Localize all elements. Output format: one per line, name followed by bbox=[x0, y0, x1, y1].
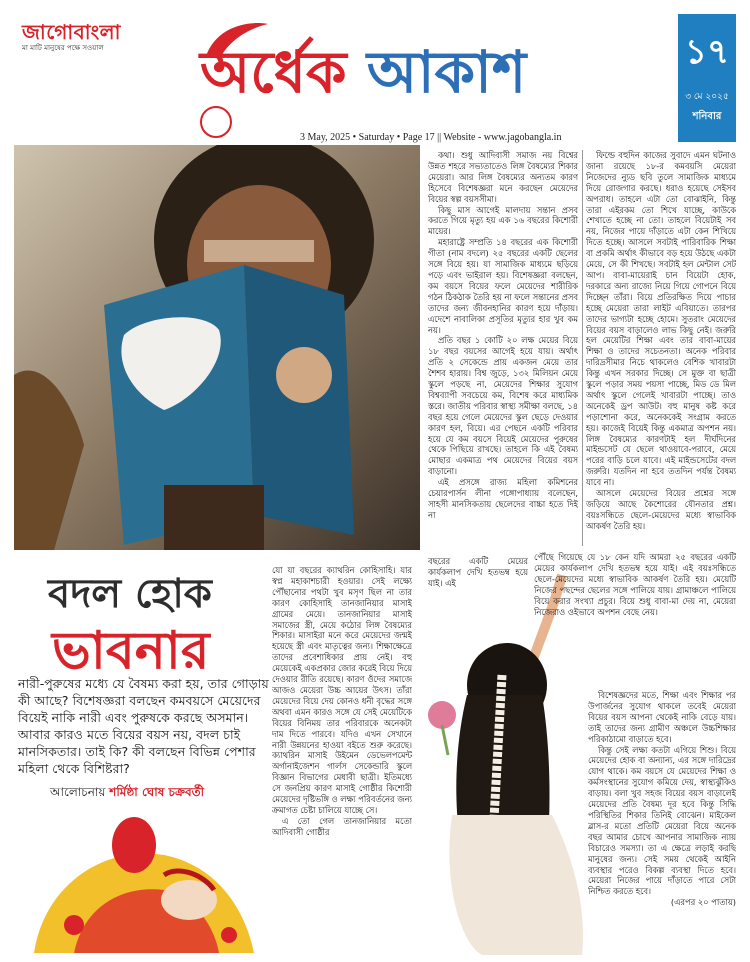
paragraph: কিন্তু সেই লক্ষ্য কতটা এগিয়ে শিশু। বিয়ে মেয়েদের হোক বা অন্যান্য, এর সঙ্গে দারিদ্রের যোগ থাকে। কম বয়সে যে মেয়েদের শিক্ষা ও কর্মসংস্থানের সুযোগ কমিয়ে দেয়, স্বাস্থ্যঝুঁকিও বাড়ায়। বলা খুব সহজ বিয়ের বয়স বাড়ালেই মেয়েদের প্রতি বৈষম্য দূর হবে কিন্তু সিদ্ধি পরিস্থিতির শিকার তিনিই বোঝেন। মাইকেল ব্লাস-র মতো প্রতিটি মেয়েরা বিয়ে অনেক বছর আমার চোখে আপনার সামাজিক ন্যায় বিচারেও সমস্যা। তা এ ক্ষেত্রে লড়াই করছি মানুষের জন্য। সেই সময় থেকেই আইনি ব্যবস্থার পরেও বিকল্প ব্যবস্থা দিতে হবে। মেয়েরা নিজের পায়ে দাঁড়াতে পারে সেটা নিশ্চিত করতে হবে। bbox=[588, 744, 736, 897]
section-title-part1: অর্ধেক bbox=[200, 38, 347, 106]
author-byline bbox=[50, 784, 204, 804]
bride-henna-illustration bbox=[14, 805, 269, 953]
article-column-b bbox=[586, 150, 736, 546]
standfirst: নারী-পুরুষের মধ্যে যে বৈষম্য করা হয়, তার গোড়ায় কী আছে? বিশেষজ্ঞরা বলছেন কমবয়সে মেয়েদের বিয়েই নাকি নারী এবং পুরুষকে করছে অসমান। আবার কারও মতে বিয়ের বয়স নয়, বদল চাই মানসিকতার। তাই কি? কী বলছেন বিভিন্ন পেশার মহিলা থেকে বিশিষ্টরা? bbox=[18, 676, 269, 776]
brand-logo: জাগোবাংলা bbox=[22, 20, 121, 44]
page-number: ১৭ bbox=[684, 32, 730, 72]
article-column-a bbox=[428, 150, 578, 546]
article-column-c bbox=[272, 565, 412, 952]
article-column-d bbox=[588, 690, 736, 952]
article-column-d-top: পৌঁছে গিয়েছে যে ১৮ কেন যদি আমরা ২৫ বছরের একটি মেয়ের কার্যকলাপ দেখি হতভম্ব হয়ে যাই। এই বয়ঃসন্ধিতে ছেলে-মেয়েদের মধ্যে স্বাভাবিক আকর্ষণ তৈরি হয়। মেয়েটি নিজের পছন্দের ছেলের সঙ্গে পালিয়ে যায়। গ্রামাঞ্চলে পালিয়ে বিয়ে করার সংখ্যা প্রচুর। বিয়ে শুধু বাবা-মা দেয় না, মেয়েরা নিজেরাও ওইভাবে অপশন বেছে নেয়। bbox=[534, 552, 736, 617]
headline-line2: ভাবনার bbox=[52, 620, 210, 681]
paragraph: এ তো গেল তানজানিয়ার মতো আদিবাসী গোষ্ঠীর bbox=[272, 815, 412, 837]
dateline: 3 May, 2025 • Saturday • Page 17 || Website - www.jagobangla.in bbox=[300, 132, 562, 143]
woman-reading-book-photo bbox=[14, 145, 420, 550]
horn-ornament-icon bbox=[196, 18, 276, 58]
author-name: শর্মিষ্ঠা ঘোষ চক্রবর্তী bbox=[109, 785, 205, 799]
paragraph: ফিল্ডে বহুদিন কাজের সুবাদে এমন ঘটনাও জানা রয়েছে ১৮-র কমবয়সি মেয়েরা নিজেদের ন্যুড ছবি তুলে সামাজিক মাধ্যমে দিয়ে রোজগার করছে। ধরাও হয়েছে সেইসব অপরাধ। তাহলে এটা তো বোঝাইনি, কিন্তু তারা এইরকম তো শিখে যাচ্ছে, কাউকে শেখাতে হচ্ছে না তো। তাহলে বিয়েটাই সব নয়, নিজের পায়ে দাঁড়াতে এটা কেন শিখিয়ে দিতে হচ্ছে। আসলে সবটাই পারিবারিক শিক্ষা বা প্রকমি অর্থাৎ কীভাবে বড় হয়ে উঠছে একটা মেয়ে, সে কী শিখছে। সবটাই হল মেন্টাল সেট আপ। বাবা-মায়েরাই চান বিয়েটা হোক, দরকারে অন্য রাজ্যে নিয়ে গিয়ে গোপনে বিয়ে দিচ্ছেন তাঁরা। বিয়ে প্রতিরক্ষিত দিয়ে পাচার হচ্ছে মেয়েরা তারা লাইট এবিয়াতে। তারপর তাদের ভাগ্যটা হচ্ছে হোমে। সুতরাং মেয়েদের বিয়ের বয়স বাড়ালেও লাভ কিছু নেই। জরুরি হল মেয়েটির শিক্ষা এবং তার বাবা-মায়ের শিক্ষা ও তাদের সচেতনতা। অনেক পরিবার দারিদ্রসীমার নিচে থাকলেও বেশিক খাবারটা কিন্তু এখন সরকার দিচ্ছে। সে মুক্ত বা ছাত্রী স্কুলে পড়ার সময় পয়সা পাচ্ছে, মিড ডে মিল অর্থাৎ স্কুলে গেলেই খাবারটা পাচ্ছে। তাও অনেকেই ড্রপ আউট। বহু মানুষ কষ্ট করে পড়াশোনা করে, অনেককেই সংগ্রাম করতে হয়। কাজেই বিয়েই কিন্তু একমাত্র অপশন নয়। লিঙ্গ বৈষম্যের কারণটাই হল দীর্ঘদিনের মাইন্ডসেট যে ছেলে থাওয়াবে-পরাবে, মেয়ে পরের বাড়ি চলে যাবে। এই মাইন্ডসেটের বদল জরুরি। যতদিন না হবে ততদিন পর্যন্ত বৈষম্য যাবে না। bbox=[586, 150, 736, 488]
section-title-part2: আকাশ bbox=[366, 38, 527, 106]
paragraph: কিছু মাস আগেই মালদায় সন্তান প্রসব করতে গিয়ে মৃত্যু হয় এক ১৬ বছরের কিশোরী মায়ের। bbox=[428, 204, 578, 237]
paragraph: এই প্রসঙ্গে রাজ্য মহিলা কমিশনের চেয়ারপার্সন লীনা গঙ্গোপাধ্যায় বলেছেন, সাহসী মানসিকতায় ছেলেদের বাচ্চা হতে দিই না bbox=[428, 477, 578, 520]
paragraph: মহারাষ্ট্রে সম্প্রতি ১৪ বছরের এক কিশোরী গীতা (নাম বদলে) ২৫ বছরের একটি ছেলের সঙ্গে বিয়ে হয়। যা সামাজিক মাধ্যমে ছড়িয়ে পড়ে এবং ভাইরাল হয়। বিশেষজ্ঞরা বলছেন, কম বয়সে বিয়ের ফলে মেয়েদের শারীরিক গঠন ঠিকঠাক তৈরি হয় না ফলে সন্তানের প্রসব তাদের জন্য জীবনহানির কারণ হয়ে দাঁড়ায়। এদেশে নাবালিকা প্রসূতির মৃত্যুর হার খুব কম নয়। bbox=[428, 237, 578, 335]
paragraph: আসলে মেয়েদের বিয়ের প্রশ্নের সঙ্গে জড়িয়ে আছে কৈশোরের যৌনতার প্রশ্ন। বয়ঃসন্ধিতে ছেলে-মেয়েদের মধ্যে স্বাভাবিক আকর্ষণ তৈরি হয়। bbox=[586, 488, 736, 531]
paragraph: কথা। শুধু আদিবাসী সমাজ নয় বিশ্বের উন্নত শহরে সভ্যতাতেও লিঙ্গ বৈষম্যের শিকার মেয়েরা। আর লিঙ্গ বৈষম্যের অন্যতম কারণ হিসেবে বিশেষজ্ঞরা মনে করছেন মেয়েদের বিয়ের স্বল্প বয়সসীমা। bbox=[428, 150, 578, 204]
article-fragment bbox=[428, 556, 528, 616]
continued-note: (এরপর ২০ পাতায়) bbox=[670, 897, 736, 908]
page-number-box bbox=[678, 14, 736, 142]
paragraph: যো যা বছরের ক্যাথরিন কোহিসাহি। যার স্বপ্ন মহাকাশচারী হওয়ার। সেই লক্ষ্যে পৌঁছানোর পথটা খুব মসৃণ ছিল না তার কারণ কোহিসাহি তানজানিয়ার মাসাই গ্রামের মেয়ে। তানজানিয়ার মাসাই সমাজের স্ত্রী, মেয়ে কঠোর লিঙ্গ বৈষম্যের শিকার। মাসাইরা মনে করে মেয়েদের জন্মই হয়েছে স্ত্রী এবং মাতৃত্বের জন্য। শিক্ষাক্ষেত্রে তাদের প্রবেশাধিকার প্রায় নেই। বহু মেয়েকেই একপ্রকার জোর করেই বিয়ে দিয়ে দেওয়ার রীতি রয়েছে। কারণ ওঁদের সমাজে আজও মেয়েরা উচ্চ আয়ের উৎস। তাঁরা মেয়েদের বিয়ে দেয় কোনও ধনী বৃদ্ধের সঙ্গে অথবা এমন কারও সঙ্গে যে সেই মেয়েটিকে বিয়ের বিনিময় তার পরিবারকে অনেকটা দাম দিতে পারবে। যদিও এখন সেখানে নারী উন্নয়নের হাওয়া বইতে শুরু করেছে। ক্যাথরিন মাসাই উইমেন ডেভেলপমেন্ট অর্গানাইজেশন গার্লস সেকেন্ডারি স্কুলে বিজ্ঞান বিভাগের মেধাবী ছাত্রী। ইতিমধ্যে সে জনপ্রিয় কারণ মাসাই গোষ্ঠীর কিশোরী মেয়েদের দৃষ্টিভঙ্গি ও লক্ষ্য পরিবর্তনের জন্য ক্রমাগত চেষ্টা চালিয়ে যাচ্ছে সে। bbox=[272, 565, 412, 815]
column-divider bbox=[582, 150, 583, 546]
author-prefix: আলোচনায় bbox=[50, 785, 106, 799]
paragraph: প্রতি বছর ১ কোটি ২০ লক্ষ মেয়ের বিয়ে ১৮ বছর বয়সের আগেই হয়ে যায়। অর্থাৎ প্রতি ২ সেকেন্ডে প্রায় একজন মেয়ে তার শৈশব হারায়। বিশ্ব জুড়ে, ১৩২ মিলিয়ন মেয়ে স্কুলে পড়ছে না, মেয়েদের শিক্ষার সুযোগ বিশ্বব্যাপী সবচেয়ে কম, বিশেষ করে মাধ্যমিক স্তরে। জাতীয় পরিবার স্বাস্থ্য সমীক্ষা বলছে, ১৪ বছর হয়ে গেলে মেয়েদের স্কুল ছেড়ে দেওয়ার কারণ হল, বিয়ে। এর পেছনে একটি পরিবার হয়ে যে কম বয়সে বিয়েই মেয়েদের পুরুষের থেকে পিছিয়ে রাখছে। তাহলে কি এই বৈষম্য মোছার একমাত্র পথ মেয়েদের বিয়ের বয়স বাড়ানো। bbox=[428, 335, 578, 477]
brand-tagline: মা মাটি মানুষের পক্ষে সওয়াল bbox=[22, 44, 104, 52]
issue-day: শনিবার bbox=[692, 111, 722, 122]
headline-line1: বদল হোক bbox=[48, 570, 212, 617]
issue-date: ৩ মে ২০২৫ bbox=[685, 92, 729, 102]
female-symbol-icon bbox=[200, 106, 232, 138]
paragraph: বিশেষজ্ঞদের মতে, শিক্ষা এবং শিক্ষার পর উপার্জনের সুযোগ থাকলে তবেই মেয়েরা বিয়ের বয়স আপনা থেকেই নাকি বেড়ে যায়। তাই তাদের জন্য গ্রামীণ অঞ্চলে উচ্চশিক্ষার পরিকাঠামো বাড়াতে হবে। bbox=[588, 690, 736, 744]
paragraph: বছরের একটি মেয়ের কার্যকলাপ দেখি হতভম্ব হয়ে যাই। এই bbox=[428, 556, 528, 588]
